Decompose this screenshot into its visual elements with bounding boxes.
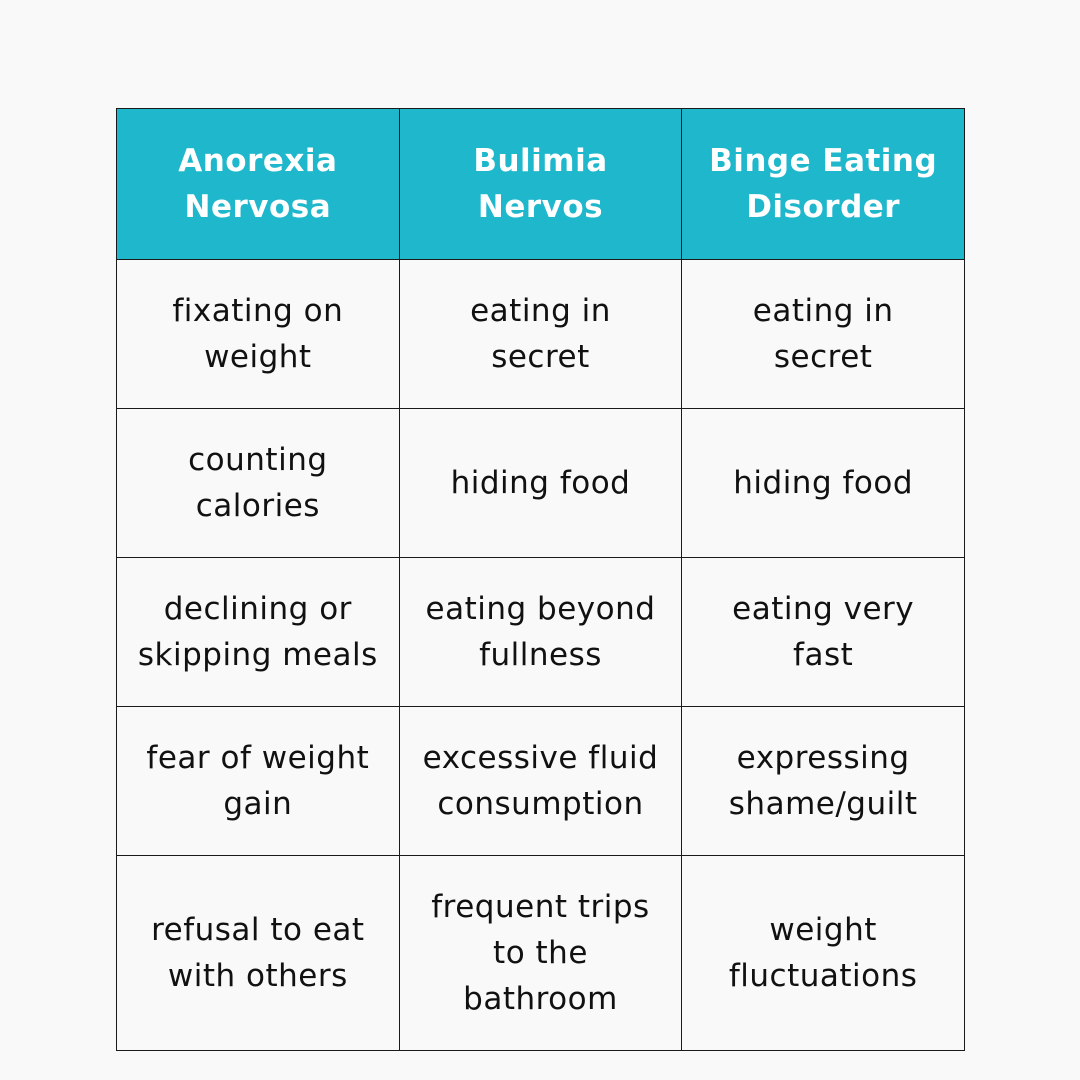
table-cell [399, 260, 682, 409]
symptoms-table [116, 108, 965, 1051]
table-cell [682, 409, 965, 558]
table-cell [399, 707, 682, 856]
table-cell [117, 856, 400, 1051]
table-cell [682, 558, 965, 707]
header-binge-eating-disorder [682, 109, 965, 260]
table-cell [399, 856, 682, 1051]
table-cell [682, 856, 965, 1051]
table-cell [399, 558, 682, 707]
table-cell [682, 260, 965, 409]
table-row [117, 409, 965, 558]
header-bulimia-nervos [399, 109, 682, 260]
cell-text: eating in secret [470, 293, 611, 375]
cell-text: expressing shame/guilt [728, 740, 918, 822]
header-label: Binge Eating Disorder [709, 143, 938, 225]
table-row [117, 856, 965, 1051]
table-cell [399, 409, 682, 558]
cell-text: weight fluctuations [728, 912, 918, 994]
header-label: Anorexia Nervosa [178, 143, 338, 225]
cell-text: eating very fast [732, 591, 915, 673]
cell-text: counting calories [188, 442, 328, 524]
table-cell [682, 707, 965, 856]
cell-text: hiding food [450, 465, 631, 501]
table-cell [117, 707, 400, 856]
cell-text: excessive fluid consumption [422, 740, 659, 822]
table-row [117, 260, 965, 409]
cell-text: fear of weight gain [146, 740, 370, 822]
table-row [117, 558, 965, 707]
cell-text: refusal to eat with others [151, 912, 365, 994]
header-row [117, 109, 965, 260]
cell-text: frequent trips to the bathroom [431, 889, 650, 1017]
header-label: Bulimia Nervos [473, 143, 608, 225]
cell-text: hiding food [733, 465, 914, 501]
header-anorexia-nervosa [117, 109, 400, 260]
cell-text: eating beyond fullness [425, 591, 656, 673]
cell-text: eating in secret [752, 293, 894, 375]
table-cell [117, 260, 400, 409]
cell-text: fixating on weight [172, 293, 344, 375]
table-row [117, 707, 965, 856]
cell-text: declining or skipping meals [137, 591, 378, 673]
table-cell [117, 558, 400, 707]
table-cell [117, 409, 400, 558]
